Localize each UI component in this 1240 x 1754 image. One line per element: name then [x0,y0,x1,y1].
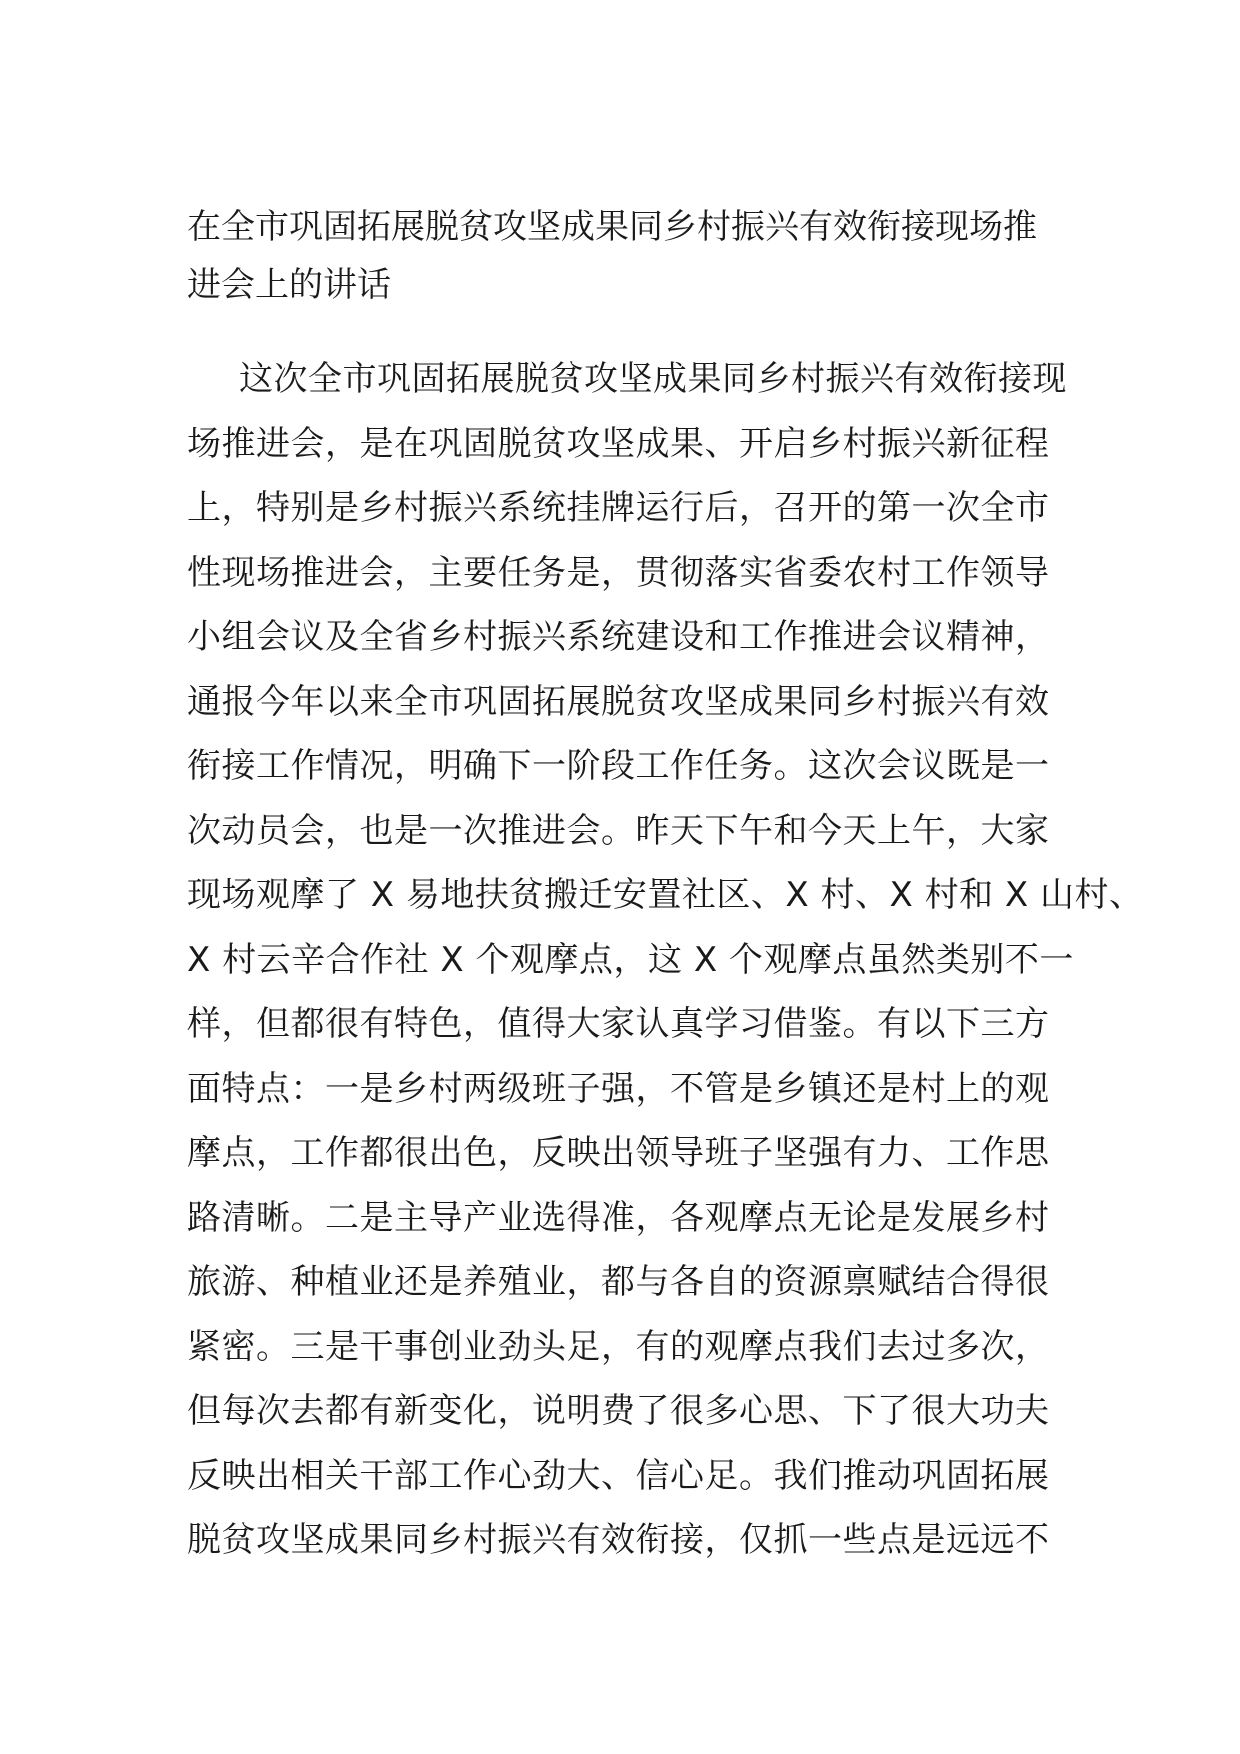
document-title [187,198,1067,314]
paragraph-line: 旅游、种植业还是养殖业，都与各自的资源禀赋结合得很 [187,1262,1050,1302]
paragraph-line: 性现场推进会，主要任务是，贯彻落实省委农村工作领导 [187,552,1050,593]
paragraph-line: 这次全市巩固拓展脱贫攻坚成果同乡村振兴有效衔接现 [239,359,1067,399]
paragraph-line: 路清晰。二是主导产业选得准，各观摩点无论是发展乡村 [187,1197,1050,1238]
paragraph-line: X 村云辛合作社 X 个观摩点，这 X 个观摩点虽然类别不一 [187,939,1074,980]
paragraph-line: 场推进会，是在巩固脱贫攻坚成果、开启乡村振兴新征程 [187,423,1050,464]
paragraph-line: 次动员会，也是一次推进会。昨天下午和今天上午，大家 [187,810,1050,851]
paragraph-line: 面特点：一是乡村两级班子强，不管是乡镇还是村上的观 [187,1068,1050,1109]
paragraph-line: 紧密。三是干事创业劲头足，有的观摩点我们去过多次， [187,1326,1050,1367]
paragraph-line: 通报今年以来全市巩固拓展脱贫攻坚成果同乡村振兴有效 [187,681,1050,722]
paragraph-line: 上，特别是乡村振兴系统挂牌运行后，召开的第一次全市 [187,488,1050,528]
paragraph-line: 脱贫攻坚成果同乡村振兴有效衔接，仅抓一些点是远远不 [187,1520,1050,1560]
paragraph-line: 但每次去都有新变化，说明费了很多心思、下了很大功夫 [187,1391,1050,1431]
document-body [187,347,1144,1573]
paragraph-line: 小组会议及全省乡村振兴系统建设和工作推进会议精神， [187,617,1050,657]
title-line: 进会上的讲话 [187,265,391,305]
title-line: 在全市巩固拓展脱贫攻坚成果同乡村振兴有效衔接现场推 [187,207,1037,247]
paragraph-line: 现场观摩了 X 易地扶贫搬迁安置社区、X 村、X 村和 X 山村、 [187,875,1144,915]
paragraph-line: 摩点，工作都很出色，反映出领导班子坚强有力、工作思 [187,1133,1050,1173]
paragraph-line: 样，但都很有特色，值得大家认真学习借鉴。有以下三方 [187,1004,1050,1044]
paragraph-line: 反映出相关干部工作心劲大、信心足。我们推动巩固拓展 [187,1455,1050,1496]
paragraph-line: 衔接工作情况，明确下一阶段工作任务。这次会议既是一 [187,746,1050,786]
